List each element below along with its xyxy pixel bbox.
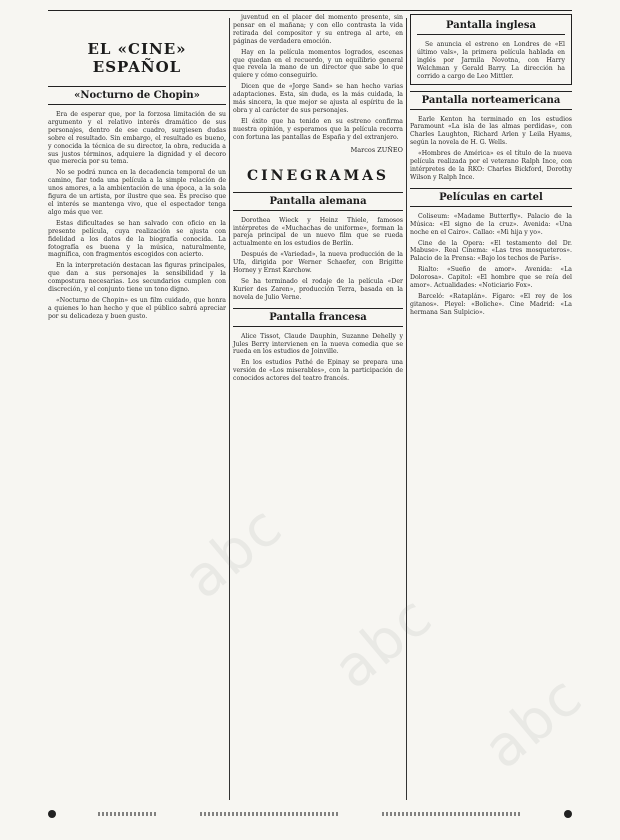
watermark-logo: abc (471, 663, 596, 782)
article-paragraph: No se podrá nunca en la decadencia temporal de un camino, fiar toda una película a la simple relación de unos amores, a la ambientación de una época, a la sola figura de un artista, por ilustre que sea. Es preciso que el interés se mantenga vivo, que el espectador tenga algo más que ver. (48, 169, 226, 216)
section-title-frances: Pantalla francesa (233, 308, 403, 327)
news-item: «Hombres de América» es el título de la nueva película realizada por el veterano Ralph Ince, con intérpretes de la RKO: Charles Bickford, Dorothy Wilson y Ralph Ince. (410, 150, 572, 181)
author-signature: Marcos ZUÑEO (350, 145, 403, 154)
article-paragraph: El éxito que ha tenido en su estreno confirma nuestra opinión, y esperamos que la película recorra con fortuna las pantallas de España y del extranjero. (233, 117, 403, 141)
article-paragraph: Dicen que de «Jorge Sand» se han hecho varias adaptaciones. Esta, sin duda, es la más cuidada, la más sincera, la que mejor se ajusta al espíritu de la obra y al carácter de sus personajes. (233, 83, 403, 114)
article-paragraph: «Nocturno de Chopin» es un film cuidado, que honra a quienes lo han hecho y que el público sabrá apreciar por su delicadeza y buen gusto. (48, 296, 226, 320)
section-title-cinegramas: CINEGRAMAS (246, 167, 390, 184)
top-rule (48, 10, 572, 11)
listing-item: Barceló: «Rataplán». Fígaro: «El rey de los gitanos». Pleyel: «Boliche». Cine Madrid: «La hermana San Sulpicio». (410, 292, 572, 316)
box-pantalla-inglesa (410, 14, 572, 85)
section-title-norteamericana: Pantalla norteamericana (410, 91, 572, 110)
watermark-logo: abc (321, 583, 446, 702)
news-item: Se ha terminado el rodaje de la película «Der Kurier des Zaren», producción Terra, basada en la novela de Julio Verne. (233, 277, 403, 301)
watermark-logo: abc (171, 493, 296, 612)
column-divider-1 (229, 18, 230, 800)
article-nocturno-body (48, 111, 226, 321)
news-item: Alice Tissot, Claude Dauphin, Suzanne Dehelly y Jules Berry intervienen en la nueva comedia que se rueda en los estudios de Joinville. (233, 332, 403, 356)
news-item: Dorothea Wieck y Heinz Thiele, famosos intérpretes de «Muchachas de uniforme», forman la pareja principal de un nuevo film que se rueda actualmente en los estudios de Berlín. (233, 216, 403, 248)
section-title-aleman: Pantalla alemana (233, 192, 403, 211)
footer-strip (382, 812, 522, 816)
column-divider-2 (406, 18, 407, 800)
article-paragraph: En la interpretación destacan las figuras principales, que dan a sus personajes la sensibilidad y la compostura necesarias. Los secundarios cumplen con discreción, y el conjunto tiene un tono digno. (48, 262, 226, 294)
listing-item: Coliseum: «Madame Butterfly». Palacio de la Música: «El signo de la cruz». Avenida: «Una noche en el Cairo». Callao: «Mi hija y yo». (410, 212, 572, 236)
footer-dot-icon (48, 810, 56, 818)
article-paragraph: juventud en el placer del momento presente, sin pensar en el mañana; y con ello contrasta la vida retirada del compositor y su entrega al arte, en páginas de verdadera emoción. (233, 14, 403, 45)
section-title-cartel: Películas en cartel (410, 188, 572, 207)
footer-strip (98, 812, 158, 816)
article-paragraph: Era de esperar que, por la forzosa limitación de su argumento y el relativo interés dramático de sus personajes, dentro de ese cuadro, surgiesen dudas sobre el resultado. Sin embargo, el resultado es bueno, y conocida la técnica de su director, la obra, reducida a sus justos términos, adquiere la dignidad y el decoro que merecía por su tema. (48, 111, 226, 166)
column-left (48, 14, 226, 324)
article-paragraph: Hay en la película momentos logrados, escenas que quedan en el recuerdo, y un equilibrio general que revela la mano de un director que sabe lo que quiere y cómo conseguirlo. (233, 48, 403, 80)
article-title-nocturno: «Nocturno de Chopin» (48, 86, 226, 105)
section-title-inglesa: Pantalla inglesa (417, 17, 565, 35)
article-paragraph: Estas dificultades se han salvado con oficio en la presente película, cuya realización se ajusta con fidelidad a los datos de la biografía conocida. La fotografía es buena y la música, naturalmente, magnífica, con fragmentos escogidos con acierto. (48, 219, 226, 259)
article-nocturno-continued (233, 14, 403, 142)
news-item: Se anuncia el estreno en Londres de «El último vals», la primera película hablada en inglés por Jarmila Novotna, con Harry Welchman y Gerald Barry. La dirección ha corrido a cargo de Leo Mittler. (417, 41, 565, 80)
news-item: Después de «Variedad», la nueva producción de la Ufa, dirigida por Werner Schaefer, con Brigitte Horney y Ernst Karchow. (233, 251, 403, 275)
page-footer (48, 810, 572, 818)
column-middle (233, 14, 403, 386)
page-title: EL «CINE» ESPAÑOL (87, 40, 187, 76)
footer-strip (200, 812, 340, 816)
news-item: Earle Kenton ha terminado en los estudios Paramount «La isla de las almas perdidas», con Charles Laughton, Richard Arlen y Leila Hyams, según la novela de H. G. Wells. (410, 115, 572, 147)
footer-dot-icon (564, 810, 572, 818)
listing-item: Rialto: «Sueño de amor». Avenida: «La Dolorosa». Capitol: «El hombre que se reía del amor». Actualidades: «Noticiario Fox». (410, 266, 572, 290)
listing-item: Cine de la Opera: «El testamento del Dr. Mabuse». Real Cinema: «Las tres mosqueteros». Palacio de la Prensa: «Bajo los techos de París». (410, 239, 572, 263)
news-item: En los estudios Pathé de Epinay se prepara una versión de «Los miserables», con la participación de conocidos actores del teatro francés. (233, 359, 403, 383)
column-right (410, 14, 572, 320)
